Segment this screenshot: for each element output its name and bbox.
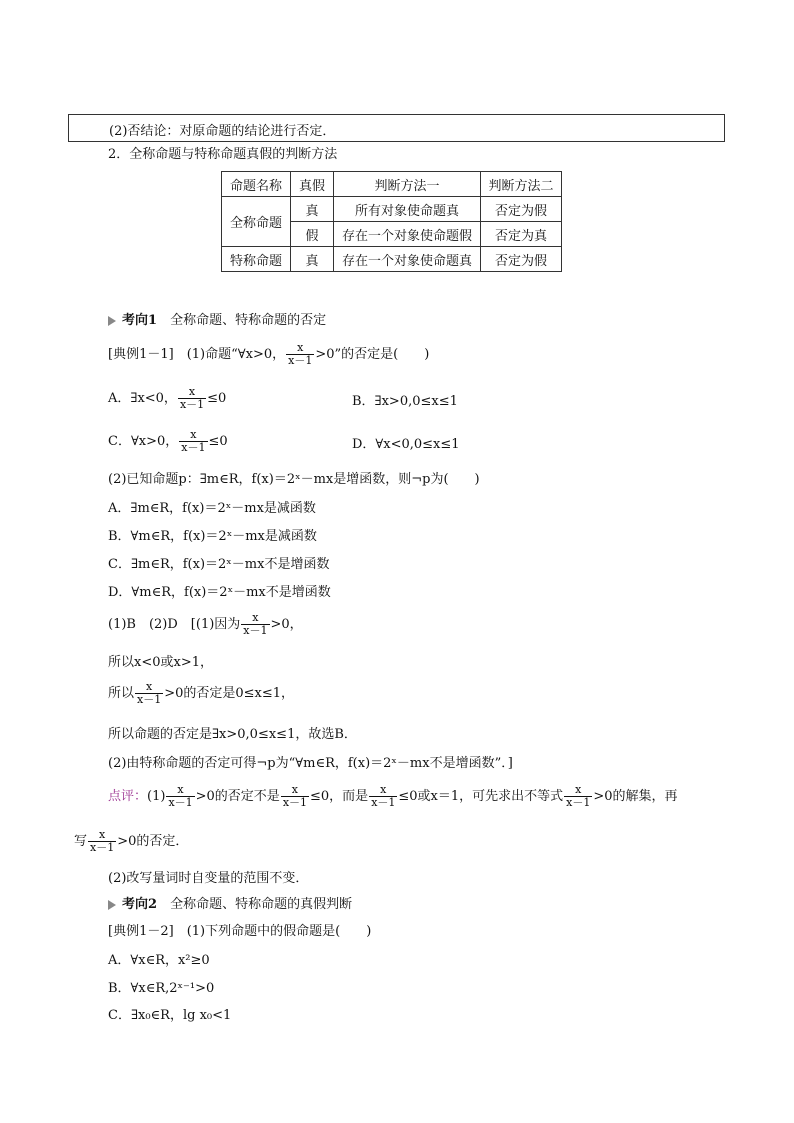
q2-option-d: D．∀m∈R，f(x)＝2ˣ－mx不是增函数 bbox=[108, 585, 331, 600]
header-cell: 命题名称 bbox=[222, 172, 291, 197]
fraction: $\frac{x}{x-1}$ bbox=[566, 783, 591, 809]
option-d: D．∀x<0,0≤x≤1 bbox=[352, 437, 460, 452]
example-1-2-question: [典例1－2] (1)下列命题中的假命题是( ) bbox=[108, 924, 372, 939]
triangle-icon bbox=[108, 316, 116, 326]
table-cell: 所有对象使命题真 bbox=[334, 197, 481, 222]
table-row bbox=[222, 197, 562, 222]
ex2-option-c: C．∃x₀∈R，lg x₀<1 bbox=[108, 1008, 232, 1023]
table-header-row bbox=[222, 172, 562, 197]
fraction: $\frac{x}{x-1}$ bbox=[179, 385, 205, 411]
fraction: $\frac{x}{x-1}$ bbox=[371, 783, 396, 809]
boxed-note bbox=[68, 114, 725, 142]
comment-line-1: 点评：(1) $\frac{x}{x-1}$ >0的否定不是 $\frac{x}{x-1}$ ≤0，而是 $\frac{x}{x-1}$ ≤0或x＝1，可先求出不等式 $\frac{x}{x-1}$ >0的解集，再 bbox=[108, 783, 678, 809]
fraction: $\frac{x}{x-1}$ bbox=[181, 428, 206, 454]
option-b: B．∃x>0,0≤x≤1 bbox=[352, 394, 458, 409]
table-cell: 否定为假 bbox=[481, 247, 562, 272]
fraction: $\frac{x}{x-1}$ bbox=[168, 783, 193, 809]
answer-line-4: 所以命题的否定是∃x>0,0≤x≤1，故选B． bbox=[108, 727, 357, 742]
option-c: C．∀x>0， $\frac{x}{x-1}$ ≤0 bbox=[108, 428, 228, 454]
header-cell: 真假 bbox=[291, 172, 334, 197]
judgment-table bbox=[221, 171, 562, 272]
fraction: $\frac{x}{x-1}$ bbox=[243, 611, 268, 637]
fraction: $\frac{x}{x-1}$ bbox=[282, 783, 308, 809]
kao-xiang-1: 考向1 全称命题、特称命题的否定 bbox=[108, 313, 326, 329]
kao-xiang-2: 考向2 全称命题、特称命题的真假判断 bbox=[108, 897, 352, 913]
comment-line-2: 写 $\frac{x}{x-1}$ >0的否定． bbox=[74, 828, 189, 854]
table-cell: 真 bbox=[291, 247, 334, 272]
fraction: $\frac{x}{x-1}$ bbox=[288, 341, 313, 367]
header-cell: 判断方法一 bbox=[334, 172, 481, 197]
table-cell: 否定为真 bbox=[481, 222, 562, 247]
fraction: $\frac{x}{x-1}$ bbox=[90, 828, 115, 854]
ex2-option-b: B．∀x∈R,2ˣ⁻¹>0 bbox=[108, 981, 215, 996]
table-row bbox=[222, 247, 562, 272]
question-2: (2)已知命题p：∃m∈R，f(x)＝2ˣ－mx是增函数，则¬p为( ) bbox=[108, 472, 480, 487]
ex2-option-a: A．∀x∈R，x²≥0 bbox=[108, 953, 210, 968]
section-title: 2．全称命题与特称命题真假的判断方法 bbox=[108, 147, 338, 162]
boxed-note-text: (2)否结论：对原命题的结论进行否定． bbox=[109, 124, 336, 139]
q2-option-c: C．∃m∈R，f(x)＝2ˣ－mx不是增函数 bbox=[108, 557, 330, 572]
table-cell: 存在一个对象使命题真 bbox=[334, 247, 481, 272]
table-cell: 特称命题 bbox=[222, 247, 291, 272]
answer-line-2: 所以x<0或x>1， bbox=[108, 655, 213, 670]
header-cell: 判断方法二 bbox=[481, 172, 562, 197]
table-cell: 全称命题 bbox=[222, 197, 291, 247]
answer-line-5: (2)由特称命题的否定可得¬p为“∀m∈R，f(x)＝2ˣ－mx不是增函数”．] bbox=[108, 756, 513, 771]
comment-line-3: (2)改写量词时自变量的范围不变． bbox=[108, 871, 309, 886]
triangle-icon bbox=[108, 900, 116, 910]
q2-option-a: A．∃m∈R，f(x)＝2ˣ－mx是减函数 bbox=[108, 501, 316, 516]
table-cell: 否定为假 bbox=[481, 197, 562, 222]
table-cell: 真 bbox=[291, 197, 334, 222]
fraction: $\frac{x}{x-1}$ bbox=[137, 680, 162, 706]
example-1-1-question: [典例1－1] (1)命题“∀x>0， $\frac{x}{x-1}$ >0”的否定是( ) bbox=[108, 341, 430, 367]
answer-line-3: 所以 $\frac{x}{x-1}$ >0的否定是0≤x≤1， bbox=[108, 680, 295, 706]
q2-option-b: B．∀m∈R，f(x)＝2ˣ－mx是减函数 bbox=[108, 529, 317, 544]
answer-line-1: (1)B (2)D [(1)因为 $\frac{x}{x-1}$ >0， bbox=[108, 611, 303, 637]
option-a: A．∃x<0， $\frac{x}{x-1}$ ≤0 bbox=[108, 385, 227, 411]
table-cell: 假 bbox=[291, 222, 334, 247]
table-cell: 存在一个对象使命题假 bbox=[334, 222, 481, 247]
